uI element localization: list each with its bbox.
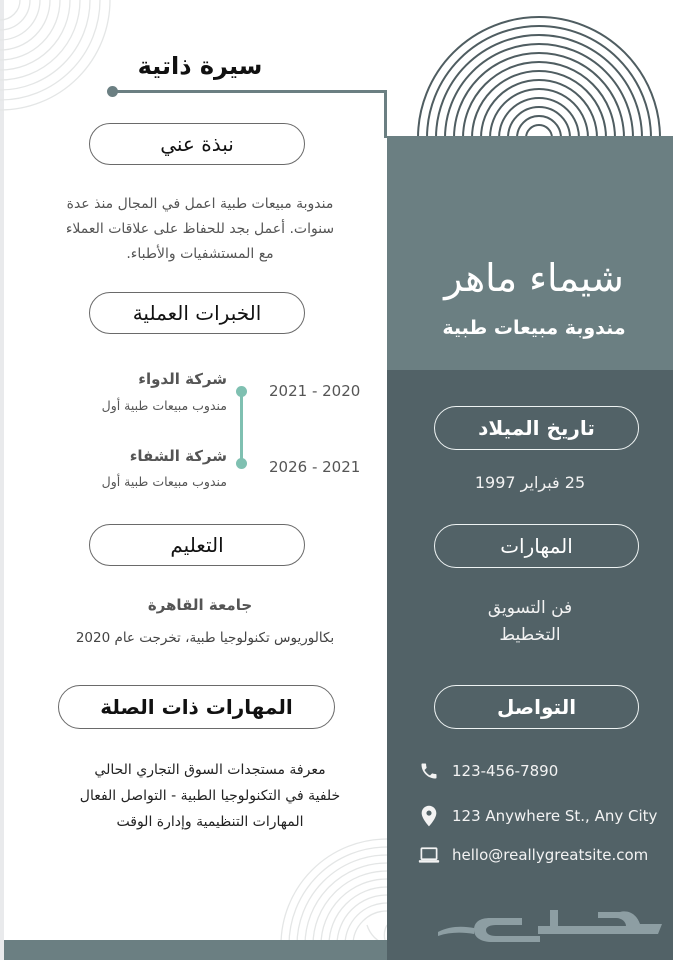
about-line: مع المستشفيات والأطباء. [126,246,274,262]
about-text [40,192,360,267]
decorative-arcs-bottom [210,835,390,945]
skill-item: فن التسويق [487,598,573,618]
education-school: جامعة القاهرة [147,596,253,614]
contact-heading-label: التواصل [496,695,577,719]
haraj-watermark-logo [430,900,670,950]
contact-phone [418,760,558,782]
skill-item: التخطيط [499,625,561,645]
related-skills-list [40,757,380,835]
birthdate-heading-label: تاريخ الميلاد [478,416,595,440]
skills-heading [434,524,639,568]
experience-heading [89,292,305,334]
title-connector-line [384,90,387,138]
sidebar-panel [387,370,673,960]
profile-name: شيماء ماهر [444,256,624,300]
experience-company: شركة الشفاء [129,447,227,465]
skills-list [420,595,640,649]
experience-years: 2026 - 2021 [269,458,361,476]
timeline-dot [236,386,247,397]
laptop-icon [418,844,440,866]
decorative-arcs-top-left [0,0,115,115]
related-skill-item: المهارات التنظيمية وإدارة الوقت [116,814,304,830]
birthdate-value: 25 فبراير 1997 [474,473,586,492]
timeline-dot [236,458,247,469]
document-title: سيرة ذاتية [137,52,263,80]
contact-email [418,844,648,866]
profile-role: مندوبة مبيعات طبية [442,317,626,339]
about-heading [89,123,305,165]
timeline-line [240,392,243,464]
experience-company: شركة الدواء [138,370,227,388]
contact-heading [434,685,639,729]
education-degree: بكالوريوس تكنولوجيا طبية، تخرجت عام 2020 [75,630,335,646]
about-line: مندوبة مبيعات طبية اعمل في المجال منذ عدة [66,196,334,212]
experience-heading-label: الخبرات العملية [132,301,262,325]
related-skill-item: خلفية في التكنولوجيا الطبية - التواصل الفعال [79,788,341,804]
education-heading [89,524,305,566]
birthdate-heading [434,406,639,450]
page-edge [0,0,4,960]
experience-role: مندوب مبيعات طبية أول [101,474,227,489]
location-pin-icon [418,805,440,827]
title-underline [113,90,386,93]
title-line-dot [107,86,118,97]
phone-icon [418,760,440,782]
about-heading-label: نبذة عني [160,132,234,156]
experience-role: مندوب مبيعات طبية أول [101,398,227,413]
related-skill-item: معرفة مستجدات السوق التجاري الحالي [94,762,326,778]
email-address: hello@reallygreatsite.com [452,846,649,864]
education-heading-label: التعليم [170,533,224,557]
address-text: 123 Anywhere St., Any City [452,807,658,825]
decorative-semicircle-arcs [410,14,668,138]
related-skills-heading [58,685,335,729]
skills-heading-label: المهارات [500,534,573,558]
experience-years: 2021 - 2020 [269,382,361,400]
about-line: سنوات. أعمل بجد للحفاظ على علاقات العملاء [65,221,335,237]
phone-number: 123-456-7890 [452,762,559,780]
related-skills-heading-label: المهارات ذات الصلة [100,695,293,719]
contact-address [418,805,657,827]
footer-band [4,940,387,960]
